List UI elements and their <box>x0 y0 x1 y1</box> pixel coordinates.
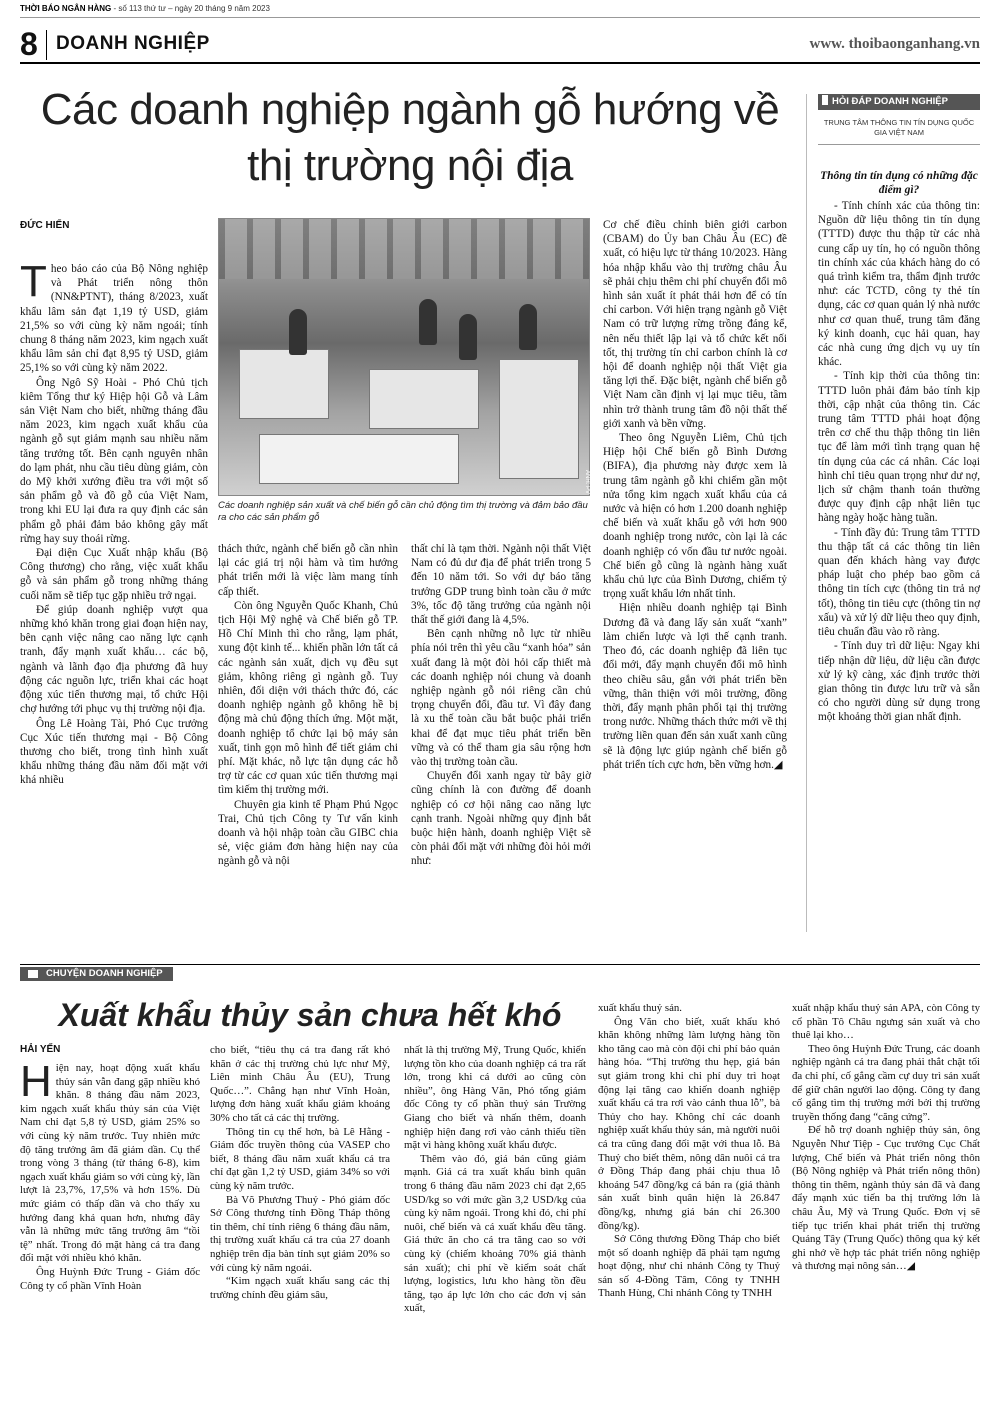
sidebar-paragraph: - Tính đầy đủ: Trung tâm TTTD thu thập tất cả các thông tin liên quan đến khách hàng vay được pháp luật cho phép bao gồm cả thông tin tích cực (thông tin trả nợ tốt), thông tin tiêu cực (thông tin nợ xấu) và xử lý dữ liệu theo quy định, tiêu chuẩn đầu vào rõ ràng. <box>818 526 980 639</box>
article-paragraph: xuất khẩu thuỷ sản. <box>598 1002 682 1014</box>
article-paragraph: Thêm vào đó, giá bán cũng giảm mạnh. Giá cá tra xuất khẩu bình quân trong 6 tháng đầu năm 2023 chỉ đạt 2,65 USD/kg so với mức gần 3,2 USD/kg của cùng kỳ năm ngoái. Trong khi đó, chi phí nuôi, chế biến và cá xuất khẩu đều tăng. Giá thức ăn cho cá tra tăng cao so với cùng kỳ (chiếm khoảng 70% giá thành sản xuất); chi phí về kiểm soát chất lượng, logistics, lưu kho hàng tồn đều tăng, tạo áp lực lớn cho các đơn vị sản xuất, <box>404 1152 586 1315</box>
article-paragraph: Để giúp doanh nghiệp vượt qua những khó khăn trong giai đoạn hiện nay, bên cạnh việc nâng cao năng lực cạnh tranh, đẩy mạnh xuất khẩu… các bộ, ngành và lãnh đạo địa phương đã huy động các nguồn lực, triển khai các hoạt động xúc tiến thương mại, tổ chức Hội chợ hướng tới phục vụ thị trường nội địa. <box>20 603 208 716</box>
article-paragraph: Theo ông Nguyễn Liêm, Chủ tịch Hiệp hội Chế biến gỗ Bình Dương (BIFA), địa phương này được xem là trung tâm ngành gỗ khi chiếm gần một nửa tổng kim ngạch xuất khẩu của cả nước và hiện có hơn 1.200 doanh nghiệp chế biến và xuất khẩu gỗ với hơn 900 doanh nghiệp trong nước, còn lại là các doanh nghiệp có vốn đầu tư nước ngoài. Chế biến gỗ cũng là ngành hàng xuất khẩu chủ lực của Bình Dương, chiếm tỷ trọng xuất khẩu lớn nhất tỉnh. <box>603 432 787 601</box>
photo-roof <box>219 219 589 279</box>
sidebar-question: Thông tin tín dụng có những đặc điểm gì? <box>820 170 978 196</box>
article2-column-1 <box>20 1057 200 1293</box>
article-paragraph: Đại diện Cục Xuất nhập khẩu (Bộ Công thương) cho rằng, việc xuất khẩu gỗ và sản phẩm gỗ trong những tháng cuối năm sẽ tiếp tục gặp nhiều trở ngại. <box>20 547 208 602</box>
section-band <box>20 964 980 982</box>
drop-cap: T <box>20 257 47 306</box>
paper-name: THỜI BÁO NGÂN HÀNG <box>20 4 112 13</box>
article-paragraph: Hiện nhiều doanh nghiệp tại Bình Dương đã và đang lấy sản xuất “xanh” làm chiến lược và lợi thế cạnh tranh. Theo đó, các doanh nghiệp đã liên tục đổi mới, đẩy mạnh chuyển đổi mô hình theo chiều sâu, gắn với phát triển bền vững, thân thiện với môi trường, đồng thời, đẩy mạnh phân phối tại thị trường trong nước. Những thách thức mới về thị trường liền quan đến sản xuất xanh cũng sẽ là động lực giúp ngành chế biến gỗ phát triển tích cực hơn, bền vững hơn.◢ <box>603 602 787 771</box>
article2-column-2 <box>210 1044 390 1302</box>
article-paragraph: Ông Văn cho biết, xuất khẩu khó khăn không những làm lượng hàng tồn kho tăng cao mà còn đội chi phí bảo quản hàng hóa. “Thị trường thu hẹp, giá bán sụt giảm trong khi chi phí duy trì hoạt động lại tăng cao khiến doanh nghiệp xuất khẩu cá tra rơi vào cảnh thua lỗ”, bà Thủy cho hay. Không chỉ các doanh nghiệp xuất khẩu thủy sản, mà người nuôi cá tra cũng đang đối mặt với thua lỗ. Bà Thuỷ cho biết thêm, nông dân nuôi cá tra ở Đồng Tháp đang phải chịu thua lỗ khoảng 547 đồng/kg cá bán ra (giá thành sản xuất bình quân hiện là 26.847 đồng/kg, nhưng giá bán chỉ 26.300 đồng/kg). <box>598 1015 780 1232</box>
article2-column-3 <box>404 1044 586 1316</box>
header-divider <box>46 30 47 60</box>
photo-cabinet <box>259 434 459 484</box>
article2-column-5 <box>792 1002 980 1274</box>
article-paragraph: thất chỉ là tạm thời. Ngành nội thất Việt Nam có đủ dư địa để phát triển trong 5 đến 10 năm tới. So với dự báo tăng trưởng GDP trung bình toàn cầu ở mức 3%, tốc độ tăng trưởng của ngành nội thất thế giới đang là 4,5%. <box>411 543 591 627</box>
sidebar-paragraph: - Tính chính xác của thông tin: Nguồn dữ liệu thông tin tín dụng (TTTD) được thu thập từ các nhà cung cấp uy tín, họ có nguồn thông tin chính xác của khách hàng do có quá trình kiểm tra, thẩm định trước như: các TCTD, công ty thẻ tín dụng, các cơ quan quản lý nhà nước như cơ quan thuế, trung tâm đăng ký kinh doanh, cục hải quan, hay các nhà cung ứng dịch vụ uy tín khác. <box>818 200 980 369</box>
article-paragraph: Bà Võ Phương Thuỷ - Phó giám đốc Sở Công thương tỉnh Đồng Tháp thông tin thêm, chỉ tính riêng 6 tháng đầu năm, thị trường xuất khẩu cá tra của 27 doanh nghiệp trên địa bàn tỉnh sụt giảm 20% so với cùng kỳ năm ngoái. <box>210 1193 390 1274</box>
website-url[interactable]: www. thoibaonganhang.vn <box>809 36 980 52</box>
article-paragraph: Thông tin cụ thể hơn, bà Lê Hằng - Giám đốc truyền thông của VASEP cho biết, 8 tháng đầu năm xuất khẩu cá tra chỉ đạt gần 1,2 tỷ USD, giảm 34% so với cùng kỳ năm trước. <box>210 1125 390 1192</box>
article-paragraph: Ông Ngô Sỹ Hoài - Phó Chủ tịch kiêm Tổng thư ký Hiệp hội Gỗ và Lâm sản Việt Nam cho biết, những tháng đầu năm 2023, kim ngạch xuất khẩu của ngành gỗ sụt giảm mạnh sau nhiều năm tăng trưởng tốt. Bên cạnh nguyên nhân do lạm phát, nhu cầu tiêu dùng giảm, còn do Mỹ khởi xướng điều tra với một số sản phẩm gỗ và đồ gỗ của Việt Nam, trong khi EU lại đưa ra quy định các sản phẩm gỗ phải đảm bảo không gây mất rừng hay suy thoái rừng. <box>20 376 208 545</box>
qa-sidebar <box>818 94 980 725</box>
sidebar-source: TRUNG TÂM THÔNG TIN TÍN DỤNG QUỐC GIA VIỆT NAM <box>818 110 980 145</box>
article-column-3 <box>411 542 591 869</box>
band-tag: CHUYỆN DOANH NGHIỆP <box>20 967 173 981</box>
article-paragraph: Còn ông Nguyễn Quốc Khanh, Chủ tịch Hội Mỹ nghệ và Chế biến gỗ TP. Hồ Chí Minh thì cho rằng, lạm phát, xung đột kinh tế... khiến phần lớn tất cả các ngành sản xuất, dịch vụ đều sụt giảm, không riêng gì ngành gỗ. Tuy nhiên, đối diện với thách thức đó, các doanh nghiệp ngành gỗ không hề bị động mà chủ động thích ứng. Một mặt, doanh nghiệp tổ chức lại bộ máy sản xuất, tinh gọn mô hình để tiết giảm chi phí. Mặt khác, nỗ lực tận dụng các hỗ trợ từ các cơ quan xúc tiến thương mại tìm kiếm thị trường mới. <box>218 599 398 797</box>
article-paragraph: cho biết, “tiêu thụ cá tra đang rất khó khăn ở các thị trường chủ lực như Mỹ, Liên minh Châu Âu (EU), Trung Quốc…”. Chẳng hạn như Vĩnh Hoàn, lượng đơn hàng xuất khẩu giảm khoảng 30% cho tất cả các thị trường. <box>210 1044 390 1124</box>
article-paragraph: Ông Huỳnh Đức Trung - Giám đốc Công ty cổ phần Vĩnh Hoàn <box>20 1265 200 1292</box>
article2-column-4 <box>598 1002 780 1301</box>
tag-marker-icon <box>822 95 828 105</box>
article-paragraph: Cơ chế điều chỉnh biên giới carbon (CBAM) do Ủy ban Châu Âu (EC) đề xuất, có hiệu lực từ tháng 10/2023. Hàng hóa nhập khẩu vào thị trường châu Âu sẽ phải chịu thêm chi phí chuyển đổi mô hình sản xuất ít phát thải hơn để có tín chỉ carbon. Với hiện trạng ngành gỗ Việt Nam có trữ lượng rừng trồng đáng kể, nên nếu thiết lập lại và tổ chức kết nối tốt, thị trường tín chỉ carbon chính là cơ hội để doanh nghiệp nội thất Việt gia tăng lợi thế. Đặc biệt, ngành chế biến gỗ Việt Nam cần định vị lại mục tiêu, tầm nhìn trở thành trung tâm đồ nội thất thế giới xanh và bền vững. <box>603 219 787 430</box>
article2-byline: HẢI YẾN <box>20 1044 61 1055</box>
article-paragraph: Để hỗ trợ doanh nghiệp thủy sản, ông Nguyễn Như Tiệp - Cục trưởng Cục Chất lượng, Chế biến và Phát triển nông thôn (Bộ Nông nghiệp và Phát triển nông thôn) thông tin thêm, ngành thủy sản đã và đang đẩy mạnh xúc tiến ba thị trường lớn là châu Âu, Mỹ và Trung Quốc. Đơn vị sẽ tiếp tục triển khai phát triển thị trường Quảng Tây (Trung Quốc) thông qua ký kết ghi nhớ về hợp tác phát triển nông nghiệp và thương mại nông sản…◢ <box>792 1124 980 1273</box>
sidebar-paragraph: - Tính duy trì dữ liệu: Ngay khi tiếp nhận dữ liệu, dữ liệu cần được xử lý kỹ càng, xác định trước thời gian thông tin được lưu trữ và sẵn có cho người dùng sử dụng trong một khoảng thời gian nhất định. <box>818 640 980 724</box>
article-column-1 <box>20 257 208 788</box>
section-header <box>20 24 980 64</box>
photo-credit: ẢNH: PV <box>584 470 590 495</box>
article-column-2 <box>218 542 398 869</box>
sidebar-paragraph: - Tính kịp thời của thông tin: TTTD luôn phải đảm bảo tính kịp thời, cập nhật của thông tin. Các trung tâm TTTD phải hoạt động trên cơ chế thu thập thông tin liên tục để làm mới tình trạng quan hệ tín dụng của các cá nhân. Các loại hình chỉ tiêu quan trọng như dư nợ, lịch sử chậm thanh toán thường được quy định cập nhật liên tục hàng ngày hoặc hàng tuần. <box>818 370 980 525</box>
factory-photo <box>218 218 590 496</box>
photo-worker <box>419 299 437 345</box>
photo-cabinet <box>499 359 579 479</box>
sidebar-divider <box>806 94 807 932</box>
article-paragraph: “Kim ngạch xuất khẩu sang các thị trường chính đều giảm sâu, <box>210 1275 390 1301</box>
issue-info: - số 113 thứ tư – ngày 20 tháng 9 năm 2023 <box>111 4 270 13</box>
article-column-4 <box>603 218 787 772</box>
photo-cabinet <box>369 369 479 429</box>
top-info-line <box>20 4 980 18</box>
article-paragraph: Theo báo cáo của Bộ Nông nghiệp và Phát triển nông thôn (NN&PTNT), tháng 8/2023, xuất khẩu lâm sản đạt 1,19 tỷ USD, giảm 21,5% so với cùng kỳ năm ngoái; tính chung 8 tháng năm 2023, kim ngạch xuất khẩu lâm sản chỉ đạt 8,95 tỷ USD, giảm 25,1% so với cùng kỳ năm 2022. <box>20 257 208 375</box>
article-paragraph: Hiện nay, hoạt động xuất khẩu thủy sản vẫn đang gặp nhiều khó khăn. 8 tháng đầu năm 2023, kim ngạch xuất khẩu thủy sản của Việt Nam chỉ đạt 5,8 tỷ USD, giảm 25% so với cùng kỳ năm trước. Tuy nhiên mức độ tăng trưởng âm đã giảm dần. Cụ thể trong vòng 3 tháng (từ tháng 6-8), kim ngạch xuất khẩu giảm so với cùng kỳ, lần lượt là 23,7%, 17,5% và hơn 15%. Dù mức giảm có thấp dần và cho thấy xu hướng đang khả quan hơn, nhưng đây vẫn là những mức tăng trưởng âm “tồi tệ” nhất. Trong đó mặt hàng cá tra đang đối mặt với nhiều khó khăn. <box>20 1057 200 1265</box>
article-paragraph: Ông Lê Hoàng Tài, Phó Cục trưởng Cục Xúc tiến thương mại - Bộ Công thương cho biết, trong tình hình xuất khẩu những tháng đầu năm đối mặt với khá nhiều <box>20 717 208 787</box>
article-paragraph: thách thức, ngành chế biến gỗ cần nhìn lại các giá trị nội hàm và tìm hướng phát triển mới là việc làm mang tính cấp thiết. <box>218 543 398 598</box>
article-paragraph: nhất là thị trường Mỹ, Trung Quốc, khiến lượng tồn kho của doanh nghiệp cá tra rất lớn, trong khi cá dưới ao cũng còn nhiều”, ông Hàng Văn, Phó tổng giám đốc Công ty cổ phần thuỷ sản Trường Giang cho biết và nhấn thêm, doanh nghiệp hiện đang rơi vào cảnh thiếu tiền mặt vì hàng không xuất khẩu được. <box>404 1044 586 1152</box>
photo-cabinet <box>239 349 329 419</box>
photo-worker <box>289 309 307 355</box>
sidebar-tag: HỎI ĐÁP DOANH NGHIỆP <box>818 94 980 110</box>
article-paragraph: Bên cạnh những nỗ lực từ nhiều phía nói trên thì yêu cầu “xanh hóa” sản xuất đang là một đòi hỏi cấp thiết mà các doanh nghiệp nói chung và doanh nghiệp ngành gỗ nói riêng cần chủ trọng chuyển đổi, đầu tư. Vì đây đang là xu thế toàn cầu bắt buộc phải triển khai để đạt mục tiêu phát triển bền vững và có thể tham gia sâu rộng hơn vào thị trường toàn cầu. <box>411 628 591 769</box>
photo-worker <box>519 304 537 350</box>
sidebar-answer <box>818 199 980 725</box>
article2-headline: Xuất khẩu thủy sản chưa hết khó <box>58 997 562 1033</box>
article-paragraph: xuất nhập khẩu thuỷ sản APA, còn Công ty cổ phần Tô Châu ngưng sản xuất và cho thuê lại kho… <box>792 1002 980 1042</box>
section-title: DOANH NGHIỆP <box>56 33 210 54</box>
article-byline: ĐỨC HIỂN <box>20 220 70 231</box>
article-paragraph: Chuyển đổi xanh ngay từ bây giờ cũng chính là con đường để doanh nghiệp có cơ hội nâng cao năng lực cạnh tranh. Ngoài những quy định bắt buộc hiện hành, doanh nghiệp Việt sẽ còn phải đối mặt với những đòi hỏi mới như: <box>411 770 591 868</box>
article-paragraph: Sở Công thương Đồng Tháp cho biết một số doanh nghiệp đã phải tạm ngưng hoạt động, như chi nhánh Công ty Thuỷ sản số 4-Đồng Tâm, Công ty TNHH Thanh Hùng, Chi nhánh Công ty TNHH <box>598 1233 780 1300</box>
drop-cap: H <box>20 1057 52 1106</box>
page-number: 8 <box>20 26 38 62</box>
photo-caption: Các doanh nghiệp sản xuất và chế biến gỗ cần chủ động tìm thị trường và đảm bảo đầu ra cho các sản phẩm gỗ <box>218 500 588 523</box>
article-headline: Các doanh nghiệp ngành gỗ hướng về thị trường nội địa <box>40 85 780 190</box>
photo-worker <box>459 314 477 360</box>
article-paragraph: Chuyên gia kinh tế Phạm Phú Ngọc Trai, Chủ tịch Công ty Tư vấn kinh doanh và hội nhập toàn cầu GIBC chia sẻ, việc giảm đơn hàng hiện nay của ngành gỗ và nội <box>218 798 398 868</box>
article-paragraph: Theo ông Huỳnh Đức Trung, các doanh nghiệp ngành cá tra đang phải thắt chặt tối đa chi phí, cố gắng cầm cự duy trì sản xuất để giữ chân người lao động. Công ty đang cố gắng tìm thị trường mới bởi thị trường truyền thống đang “căng cứng”. <box>792 1042 980 1123</box>
